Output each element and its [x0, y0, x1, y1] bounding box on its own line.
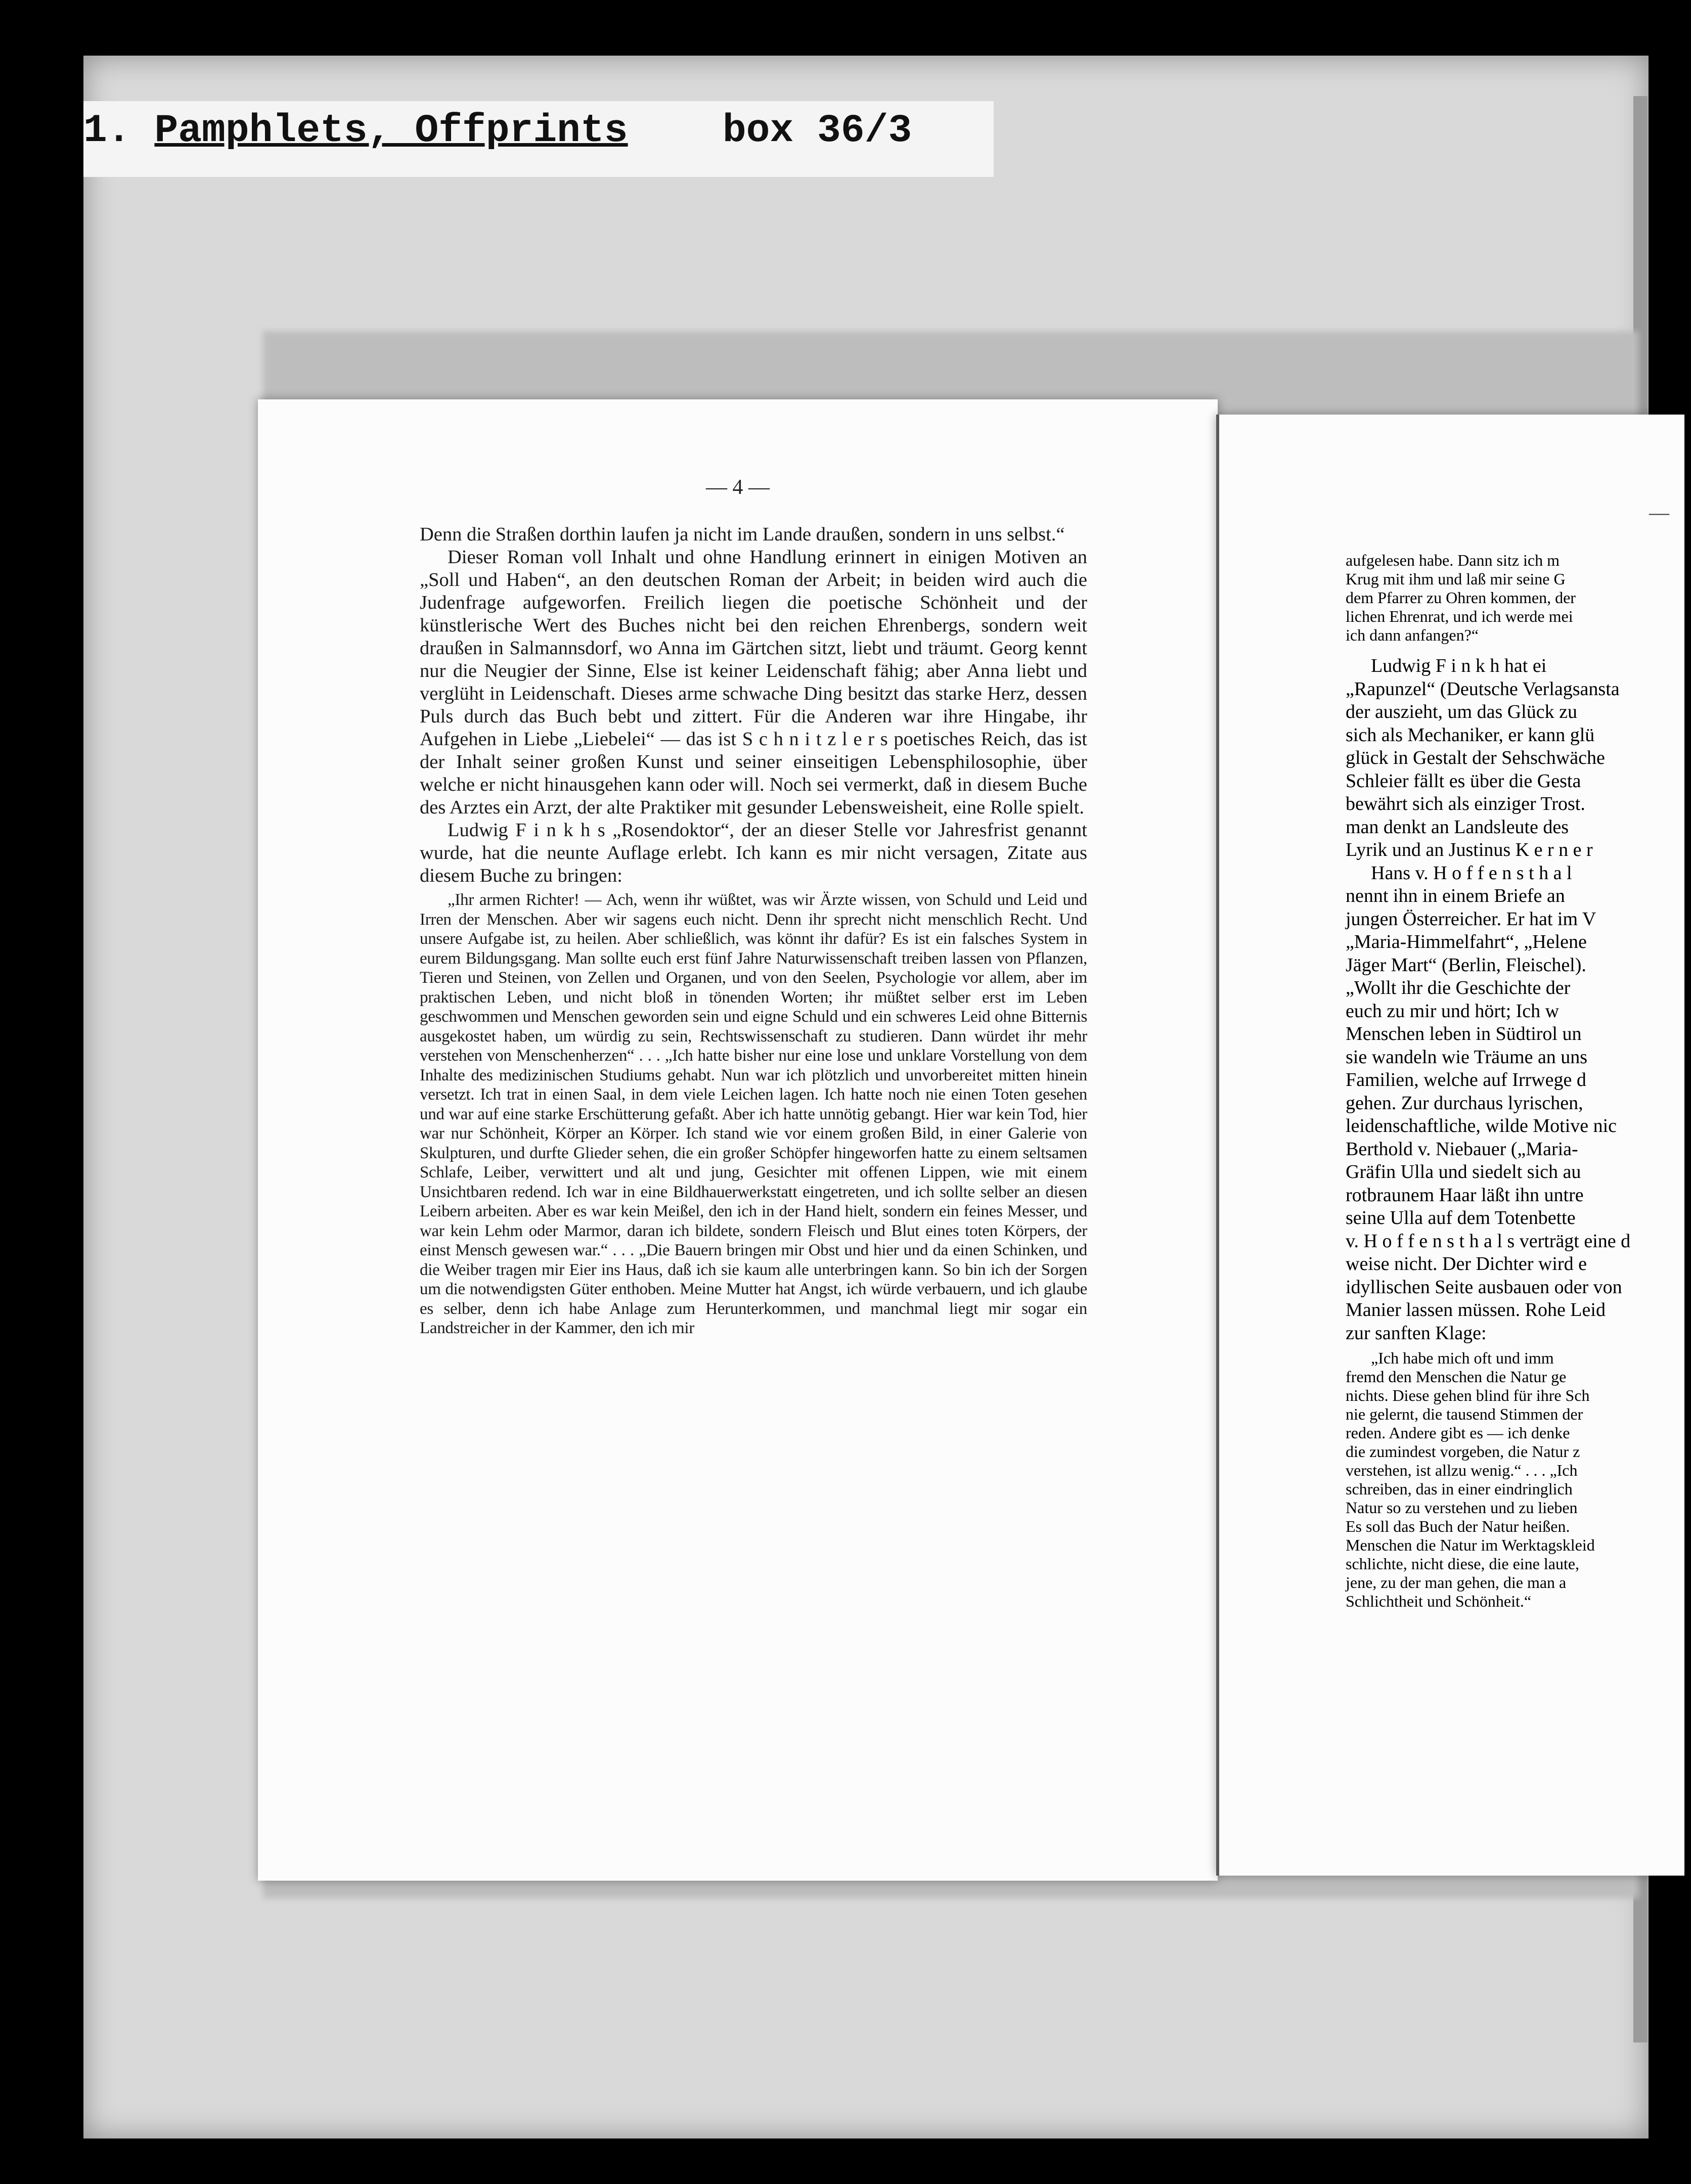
- text-line: leidenschaftliche, wilde Motive nic: [1346, 1115, 1617, 1136]
- text-line: Menschen leben in Südtirol un: [1346, 1023, 1582, 1044]
- text-line: „Rapunzel“ (Deutsche Verlagsansta: [1346, 678, 1620, 700]
- text-line: Hans v. H o f f e n s t h a l: [1371, 862, 1572, 884]
- text-line: v. H o f f e n s t h a l s verträgt eine d: [1346, 1230, 1631, 1252]
- text-line: gehen. Zur durchaus lyrischen,: [1346, 1092, 1583, 1114]
- text-line: man denkt an Landsleute des: [1346, 816, 1569, 838]
- text-line: „Maria-Himmelfahrt“, „Helene: [1346, 931, 1587, 952]
- text-line: weise nicht. Der Dichter wird e: [1346, 1253, 1587, 1275]
- text-line: Schlichtheit und Schönheit.“: [1346, 1592, 1532, 1610]
- text-line: „Wollt ihr die Geschichte der: [1346, 977, 1571, 998]
- text-line: ich dann anfangen?“: [1346, 626, 1479, 644]
- text-line: Jäger Mart“ (Berlin, Fleischel).: [1346, 954, 1586, 976]
- text-line: reden. Andere gibt es — ich denke: [1346, 1424, 1570, 1442]
- text-line: zur sanften Klage:: [1346, 1322, 1487, 1344]
- text-line: Schleier fällt es über die Gesta: [1346, 770, 1581, 792]
- text-line: die zumindest vorgeben, die Natur z: [1346, 1442, 1580, 1461]
- text-line: fremd den Menschen die Natur ge: [1346, 1368, 1567, 1386]
- text-line: idyllischen Seite ausbauen oder von: [1346, 1276, 1622, 1298]
- paragraph-2: Dieser Roman voll Inhalt und ohne Handlung erinnert in einigen Motiven an „Soll und Haben“, an den deutschen Roman der Arbeit; in beiden wird auch die Judenfrage aufgeworfen. Freilich liegen die poetische Schönheit und der künstlerische Wert des Buches nicht bei den reichen Ehrenbergs, sondern weit draußen in Salmannsdorf, wo Anna im Gärtchen sitzt, liebt und träumt. Georg kennt nur die Neugier der Sinne, Else ist keiner Leidenschaft fähig; aber Anna liebt und verglüht in Leidenschaft. Dieses arme schwache Ding besitzt das starke Herz, dessen Puls durch das Buch bebt und zittert. Für die Anderen war ihre Hingabe, ihr Aufgehen in Liebe „Liebelei“ — das ist S c h n i t z l e r s poetisches Reich, das ist der Inhalt seiner großen Kunst und seiner einseitigen Lebensphilosophie, über welche er nicht hinausgehen kann oder will. Noch sei vermerkt, daß in diesem Buche des Arztes ein Arzt, der alte Praktiker mit gesunder Lebensweisheit, eine Rolle spielt.: [420, 547, 1087, 818]
- text-line: bewährt sich als einziger Trost.: [1346, 793, 1585, 814]
- text-line: rotbraunem Haar läßt ihn untre: [1346, 1184, 1584, 1206]
- text-line: nennt ihn in einem Briefe an: [1346, 885, 1565, 906]
- text-line: Gräfin Ulla und siedelt sich au: [1346, 1161, 1581, 1182]
- right-page-number-mark: —: [1649, 501, 1669, 524]
- right-page-text-column: [1346, 551, 1684, 1611]
- text-line: lichen Ehrenrat, und ich werde mei: [1346, 607, 1573, 625]
- right-page: [1216, 415, 1684, 1876]
- label-category: Pamphlets, Offprints: [154, 109, 628, 153]
- text-line: nie gelernt, die tausend Stimmen der: [1346, 1405, 1583, 1423]
- text-line: sie wandeln wie Träume an uns: [1346, 1046, 1588, 1068]
- text-line: der auszieht, um das Glück zu: [1346, 701, 1577, 722]
- text-line: Manier lassen müssen. Rohe Leid: [1346, 1299, 1606, 1321]
- text-line: verstehen, ist allzu wenig.“ . . . „Ich: [1346, 1461, 1578, 1479]
- paragraph-1: Denn die Straßen dorthin laufen ja nicht im Lande draußen, sondern in uns selbst.“: [420, 524, 1065, 545]
- text-line: Familien, welche auf Irrwege d: [1346, 1069, 1586, 1090]
- text-line: euch zu mir und hört; Ich w: [1346, 1000, 1560, 1022]
- rosendoktor-quote: „Ihr armen Richter! — Ach, wenn ihr wüßtet, was wir Ärzte wissen, von Schuld und Leid und Irren der Menschen. Aber wir sagens euch nicht. Denn ihr sprecht nicht menschlich Recht. Und unsere Aufgabe ist, zu heilen. Aber schließlich, was könnt ihr dafür? Es ist ein falsches System in eurem Bildungsgang. Man sollte euch erst fünf Jahre Naturwissenschaft treiben lassen von Pflanzen, Tieren und Steinen, von Zellen und Organen, und von den Seelen, Psychologie vor allem, aber im praktischen Leben, und nicht bloß in tönenden Worten; ihr müßtet selber erst im Leben geschwommen und Menschen geworden sein und eigne Schuld und ein schweres Leid ohne Bitternis ausgekostet haben, um würdig zu sein, Rechtswissenschaft zu studieren. Dann würdet ihr mehr verstehen von Menschenherzen“ . . . „Ich hatte bisher nur eine lose und unklare Vorstellung von dem Inhalte des medizinischen Studiums gehabt. Nun war ich plötzlich und unvorbereitet mitten hinein versetzt. Ich trat in einen Saal, in dem viele Leichen lagen. Ich hatte noch nie einen Toten gesehen und war auf eine starke Erschütterung gefaßt. Aber ich hatte unnötig gebangt. Hier war kein Tod, hier war nur Schönheit, Körper an Körper. Ich stand wie vor einem großen Bild, in einer Galerie von Skulpturen, und durfte Glieder sehen, die ein großer Schöpfer hingeworfen hatte zu einem seltsamen Schlafe, Leiber, verwittert und alt und jung, Gesichter mit offenen Lippen, wie mit einem Unsichtbaren redend. Ich war in eine Bildhauerwerkstatt eingetreten, und ich sollte selber an diesen Leibern arbeiten. Aber es war kein Meißel, den ich in der Hand hielt, sondern ein feines Messer, und war kein Lehm oder Marmor, daran ich bildete, sondern Fleisch und Blut eines toten Körpers, der einst Mensch gewesen war.“ . . . „Die Bauern bringen mir Obst und hier und da einen Schinken, und die Weiber tragen mir Eier ins Haus, daß ich sie kaum alle unterbringen kann. So bin ich der Sorgen um die notwendigsten Güter enthoben. Meine Mutter hat Angst, ich würde verbauern, und ich glaube es selber, denn ich habe Anlage zum Herunterkommen, und manchmal liegt mir sogar ein Landstreicher in der Kammer, den ich mir: [420, 891, 1087, 1337]
- page-number: — 4 —: [706, 476, 770, 499]
- label-box-number: box 36/3: [722, 109, 912, 153]
- text-line: „Ich habe mich oft und imm: [1371, 1349, 1554, 1367]
- text-line: Krug mit ihm und laß mir seine G: [1346, 570, 1566, 588]
- text-line: seine Ulla auf dem Totenbette: [1346, 1207, 1576, 1228]
- text-line: Lyrik und an Justinus K e r n e r: [1346, 839, 1593, 860]
- text-line: nichts. Diese gehen blind für ihre Sch: [1346, 1386, 1590, 1404]
- label-number: 1.: [83, 109, 131, 153]
- text-line: jungen Österreicher. Er hat im V: [1346, 908, 1596, 930]
- text-line: Ludwig F i n k h hat ei: [1371, 655, 1547, 676]
- left-page-text-column: [420, 523, 1087, 1338]
- text-line: schreiben, das in einer eindringlich: [1346, 1480, 1573, 1498]
- text-line: schlichte, nicht diese, die eine laute,: [1346, 1555, 1580, 1573]
- text-line: aufgelesen habe. Dann sitz ich m: [1346, 551, 1560, 569]
- text-line: Es soll das Buch der Natur heißen.: [1346, 1517, 1570, 1535]
- text-line: Menschen die Natur im Werktagskleid: [1346, 1536, 1595, 1554]
- archive-label: [83, 109, 994, 153]
- text-line: jene, zu der man gehen, die man a: [1346, 1573, 1567, 1591]
- text-line: glück in Gestalt der Sehschwäche: [1346, 747, 1605, 768]
- text-line: Berthold v. Niebauer („Maria-: [1346, 1138, 1578, 1160]
- text-line: sich als Mechaniker, er kann glü: [1346, 724, 1595, 746]
- left-page: [258, 399, 1218, 1881]
- text-line: dem Pfarrer zu Ohren kommen, der: [1346, 588, 1576, 607]
- text-line: Natur so zu verstehen und zu lieben: [1346, 1498, 1578, 1517]
- paragraph-3: Ludwig F i n k h s „Rosendoktor“, der an dieser Stelle vor Jahresfrist genannt wurde, hat die neunte Auflage erlebt. Ich kann es mir nicht versagen, Zitate aus diesem Buche zu bringen:: [420, 820, 1087, 886]
